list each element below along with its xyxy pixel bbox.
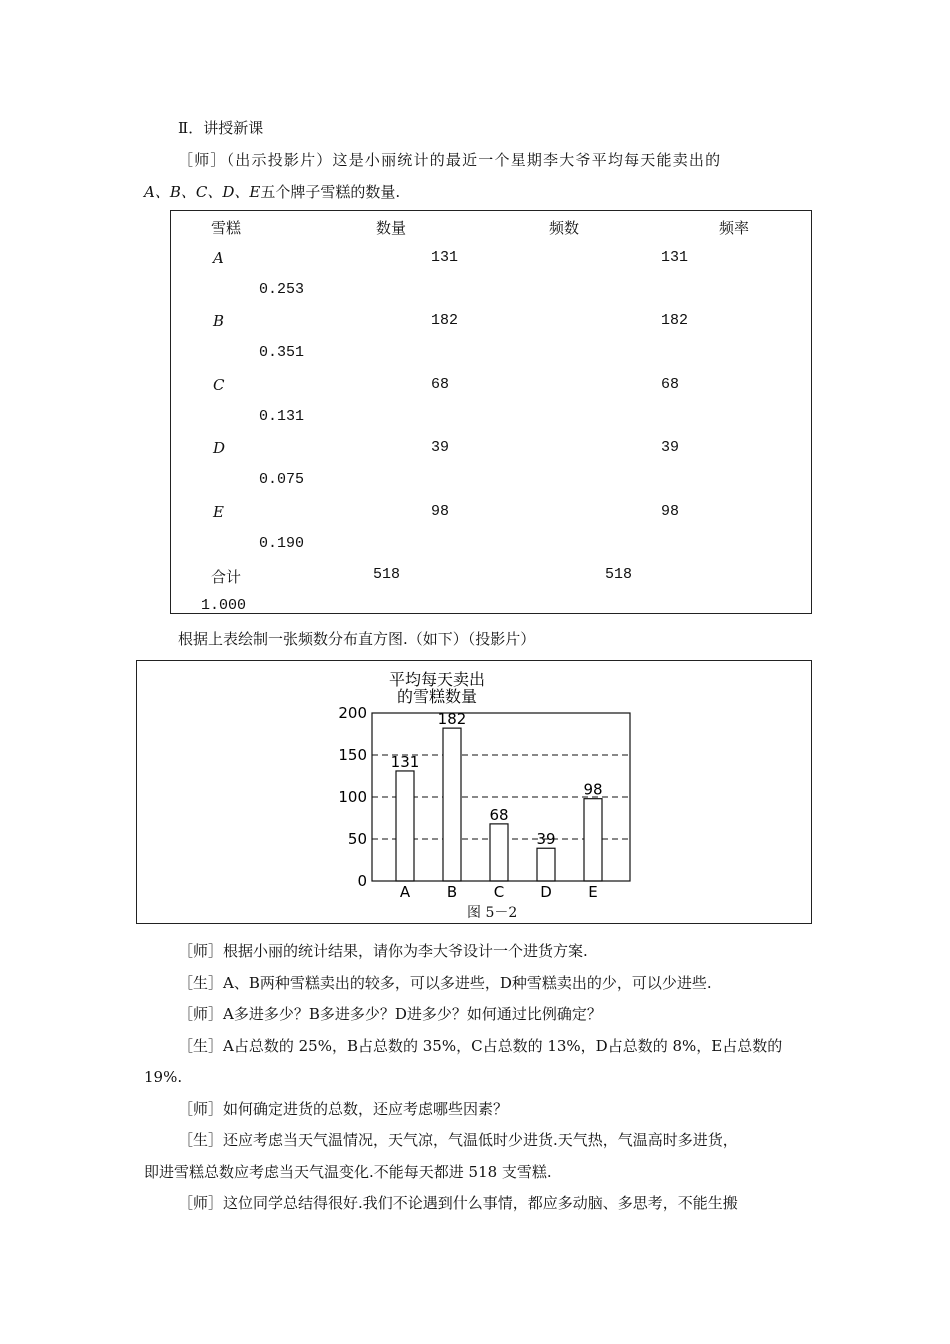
dialogue-text: 如何确定进货的总数，还应考虑哪些因素？ xyxy=(223,1100,509,1118)
table-row-freq: 39 xyxy=(661,439,680,456)
table-row-count: 98 xyxy=(431,503,450,520)
ice-cream-table xyxy=(170,210,812,614)
table-header-frequency: 频数 xyxy=(549,219,580,237)
bar-C xyxy=(490,824,508,881)
table-header-count: 数量 xyxy=(376,219,407,237)
dialogue-line-6-cont: 即进雪糕总数应考虑当天气温变化.不能每天都进 518 支雪糕. xyxy=(144,1163,552,1181)
table-row-rate: 0.351 xyxy=(259,344,305,361)
dialogue-text: 根据小丽的统计结果，请你为李大爷设计一个进货方案. xyxy=(223,942,588,960)
dialogue-line-6 xyxy=(178,1130,738,1150)
x-tick-label: E xyxy=(588,883,598,901)
table-row-count: 39 xyxy=(431,439,450,456)
chart-title-line-2: 的雪糕数量 xyxy=(396,687,478,706)
table-row-name: C xyxy=(213,376,225,394)
bar-B xyxy=(443,728,461,881)
x-tick-label: B xyxy=(446,883,458,901)
x-tick-label: D xyxy=(540,883,552,901)
speaker-teacher: ［师］ xyxy=(178,1005,224,1023)
data-label: 131 xyxy=(390,752,420,771)
table-header-rate: 频率 xyxy=(719,219,750,237)
dialogue-line-2 xyxy=(178,973,712,993)
table-row-name: D xyxy=(213,439,226,457)
table-total-count: 518 xyxy=(373,566,401,583)
table-row-name: A xyxy=(213,249,224,267)
table-row-count: 182 xyxy=(431,312,459,329)
intro-line-1: ［师］（出示投影片）这是小丽统计的最近一个星期李大爷平均每天能卖出的 xyxy=(178,151,722,169)
table-row-freq: 182 xyxy=(661,312,689,329)
speaker-student: ［生］ xyxy=(178,974,224,992)
bar-D xyxy=(537,848,555,881)
x-tick-label: C xyxy=(493,883,505,901)
table-row-freq: 68 xyxy=(661,376,680,393)
table-row-name: B xyxy=(213,312,225,330)
table-row-count: 68 xyxy=(431,376,450,393)
dialogue-text: 还应考虑当天气温情况，天气凉，气温低时少进货.天气热，气温高时多进货， xyxy=(223,1131,738,1149)
bar-chart xyxy=(137,661,811,923)
figure-box xyxy=(136,660,812,924)
x-tick-label: A xyxy=(399,883,411,901)
dialogue-text: 这位同学总结得很好.我们不论遇到什么事情，都应多动脑、多思考，不能生搬 xyxy=(223,1194,738,1212)
dialogue-text: A多进多少？B多进多少？D进多少？如何通过比例确定？ xyxy=(223,1005,602,1023)
data-label: 98 xyxy=(583,780,603,799)
intro-line-2 xyxy=(144,182,400,202)
chart-title-line-1: 平均每天卖出 xyxy=(388,670,486,689)
dialogue-line-3 xyxy=(178,1004,602,1024)
table-row-count: 131 xyxy=(431,249,459,266)
table-row-name: E xyxy=(213,503,224,521)
data-label: 182 xyxy=(437,710,467,729)
y-tick-label: 100 xyxy=(338,788,367,806)
chart-intro: 根据上表绘制一张频数分布直方图.（如下）（投影片） xyxy=(178,630,536,648)
table-total-rate: 1.000 xyxy=(201,597,247,614)
intro-line-2-tail: 五个牌子雪糕的数量. xyxy=(260,183,401,201)
table-header-brand: 雪糕 xyxy=(211,219,242,237)
dialogue-line-4-cont: 19%. xyxy=(144,1068,183,1086)
speaker-student: ［生］ xyxy=(178,1131,224,1149)
speaker-teacher: ［师］ xyxy=(178,1100,224,1118)
dialogue-line-5 xyxy=(178,1099,508,1119)
y-tick-label: 0 xyxy=(357,872,367,890)
dialogue-line-7 xyxy=(178,1193,738,1213)
brand-list: A、B、C、D、E xyxy=(144,183,261,201)
speaker-student: ［生］ xyxy=(178,1037,224,1055)
bar-A xyxy=(396,771,414,881)
y-tick-label: 150 xyxy=(338,746,367,764)
dialogue-line-4 xyxy=(178,1036,782,1056)
y-tick-label: 200 xyxy=(338,704,367,722)
table-row-rate: 0.190 xyxy=(259,535,305,552)
table-row-rate: 0.131 xyxy=(259,408,305,425)
dialogue-text: A、B两种雪糕卖出的较多，可以多进些，D种雪糕卖出的少，可以少进些. xyxy=(223,974,712,992)
data-label: 39 xyxy=(536,830,556,849)
y-tick-label: 50 xyxy=(347,830,367,848)
dialogue-line-1 xyxy=(178,941,588,961)
table-row-freq: 131 xyxy=(661,249,689,266)
figure-caption: 图 5－2 xyxy=(467,905,518,921)
table-row-rate: 0.075 xyxy=(259,471,305,488)
bar-E xyxy=(584,799,602,881)
speaker-teacher: ［师］ xyxy=(178,1194,224,1212)
dialogue-text: A占总数的 25%，B占总数的 35%，C占总数的 13%，D占总数的 8%，E占总数的 xyxy=(223,1037,783,1055)
table-row-freq: 98 xyxy=(661,503,680,520)
section-title: Ⅱ．讲授新课 xyxy=(178,119,264,137)
table-total-freq: 518 xyxy=(605,566,633,583)
data-label: 68 xyxy=(489,805,509,824)
table-total-label: 合计 xyxy=(211,568,242,586)
speaker-teacher: ［师］ xyxy=(178,942,224,960)
table-row-rate: 0.253 xyxy=(259,281,305,298)
